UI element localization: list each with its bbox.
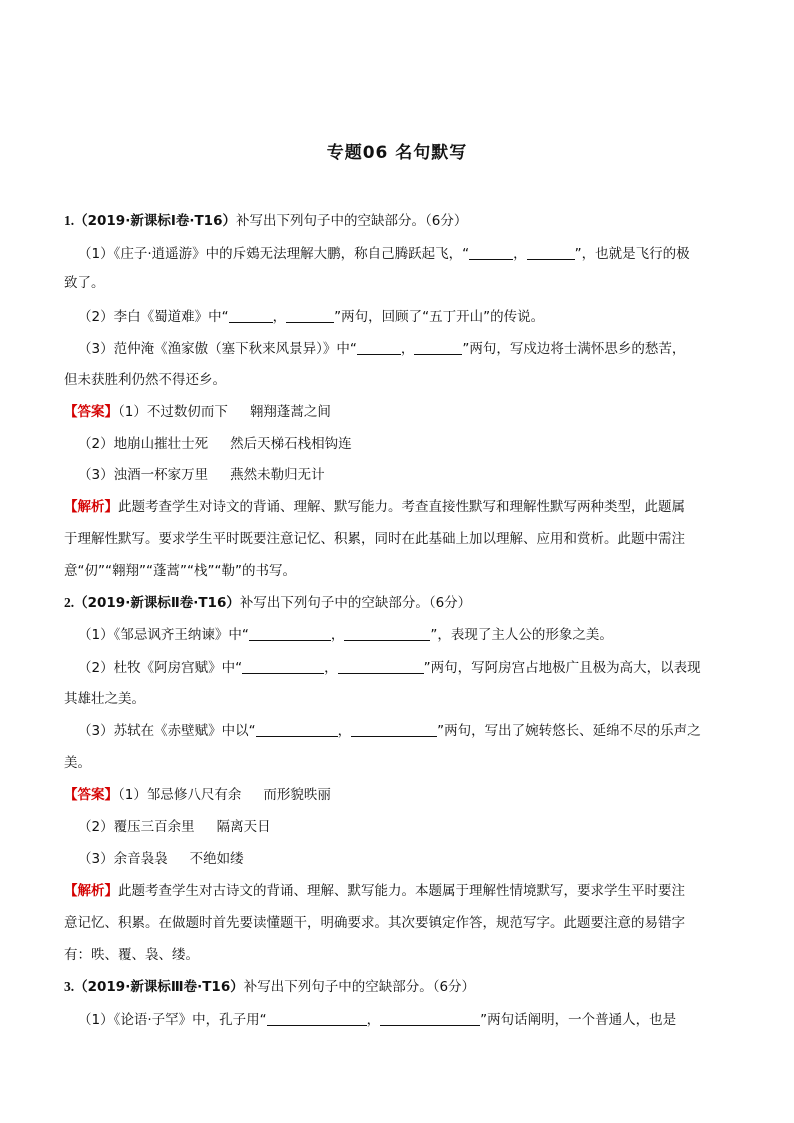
answer-text: 然后天梯石栈相钩连 [230, 436, 352, 452]
question-instruction: 补写出下列句子中的空缺部分。（6分） [235, 213, 468, 229]
question-number: 3. [64, 979, 75, 994]
comma: ， [366, 1012, 381, 1028]
q2-item-2-text-end: ”两句，写阿房宫占地极广且极为高大，以表现 [423, 660, 701, 676]
analysis-text: 此题考查学生对古诗文的背诵、理解、默写能力。本题属于理解性情境默写，要求学生平时要注 [118, 883, 685, 899]
comma: ， [337, 723, 352, 739]
analysis-text: 此题考查学生对诗文的背诵、理解、默写能力。考查直接性默写和理解性默写两种类型，此题属 [118, 499, 685, 515]
q1-item-1-text: （1）《庄子·逍遥游》中的斥鴳无法理解大鹏，称自己腾跃起飞，“ [78, 246, 470, 262]
answer-tag: 【答案】 [64, 404, 118, 420]
answer-blank[interactable] [357, 340, 401, 355]
q2-analysis-2: 意记忆、积累。在做题时首先要读懂题干，明确要求。其次要镇定作答，规范写字。此题要注意的易错字 [64, 915, 685, 931]
answer-blank[interactable] [267, 1011, 367, 1026]
q2-item-1-text-end: ”，表现了主人公的形象之美。 [430, 627, 613, 643]
q1-answer-2 [78, 434, 744, 454]
question-source: （2019·新课标Ⅱ卷·T16） [74, 595, 240, 611]
question-instruction: 补写出下列句子中的空缺部分。（6分） [243, 979, 476, 995]
comma: ， [330, 627, 345, 643]
answer-blank[interactable] [351, 722, 437, 737]
q1-item-3-text: （3）范仲淹《渔家傲（塞下秋来风景异）》中“ [78, 341, 357, 357]
question-2-heading [64, 593, 744, 613]
q1-analysis-1 [64, 497, 744, 517]
answer-blank[interactable] [229, 308, 273, 323]
comma: ， [513, 246, 527, 262]
q1-answer-1 [64, 402, 744, 422]
q2-item-3-cont: 美。 [64, 755, 91, 771]
analysis-tag: 【解析】 [64, 883, 118, 899]
answer-text: 而形貌昳丽 [263, 787, 331, 803]
q1-analysis-3: 意“仞”“翱翔”“蓬蒿”“栈”“勒”的书写。 [64, 563, 296, 579]
question-1-heading [64, 211, 744, 231]
q2-item-2-text: （2）杜牧《阿房宫赋》中“ [78, 660, 243, 676]
q3-item-1 [78, 1010, 744, 1030]
answer-blank[interactable] [380, 1011, 480, 1026]
q1-item-3-text-end: ”两句，写戍边将士满怀思乡的愁苦， [462, 341, 686, 357]
q1-item-3 [78, 339, 744, 359]
page-title: 专题06 名句默写 [326, 143, 468, 163]
comma: ， [272, 309, 287, 325]
answer-blank[interactable] [338, 659, 424, 674]
answer-text: 翱翔蓬蒿之间 [249, 404, 331, 420]
q3-item-1-text-end: ”两句话阐明，一个普通人，也是 [480, 1012, 677, 1028]
answer-blank[interactable] [256, 722, 338, 737]
q1-item-3-cont: 但未获胜利仍然不得还乡。 [64, 372, 226, 388]
question-source: （2019·新课标Ⅲ卷·T16） [74, 979, 244, 995]
question-number: 1. [64, 213, 75, 228]
answer-text: 燕然未勒归无计 [230, 467, 325, 483]
answer-text: （2）地崩山摧壮士死 [78, 436, 209, 452]
analysis-tag: 【解析】 [64, 499, 118, 515]
question-number: 2. [64, 595, 75, 610]
answer-blank[interactable] [249, 626, 331, 641]
q2-item-2 [78, 658, 744, 678]
q1-item-2-text-end: ”两句，回顾了“五丁开山”的传说。 [334, 309, 545, 325]
answer-text: （1）不过数仞而下 [118, 404, 228, 420]
q2-item-1 [78, 625, 744, 645]
answer-tag: 【答案】 [64, 787, 118, 803]
comma: ， [324, 660, 338, 676]
q2-analysis-3: 有：昳、覆、袅、缕。 [64, 947, 199, 963]
q3-item-1-text: （1）《论语·子罕》中，孔子用“ [78, 1012, 267, 1028]
answer-blank[interactable] [344, 626, 430, 641]
q2-item-3 [78, 721, 744, 741]
question-3-heading [64, 977, 744, 997]
answer-blank[interactable] [286, 308, 334, 323]
q2-answer-2 [78, 817, 744, 837]
question-source: （2019·新课标Ⅰ卷·T16） [74, 213, 236, 229]
q2-analysis-1 [64, 881, 744, 901]
q1-item-1-text-end: ”，也就是飞行的极 [574, 246, 690, 262]
answer-text: （2）覆压三百余里 [78, 819, 195, 835]
q2-answer-1 [64, 785, 744, 805]
q1-item-2 [78, 307, 744, 327]
answer-text: （3）余音袅袅 [78, 851, 168, 867]
question-instruction: 补写出下列句子中的空缺部分。（6分） [239, 595, 472, 611]
q1-item-1 [78, 244, 744, 264]
q2-item-1-text: （1）《邹忌讽齐王纳谏》中“ [78, 627, 249, 643]
q2-item-3-text: （3）苏轼在《赤壁赋》中以“ [78, 723, 256, 739]
answer-blank[interactable] [469, 245, 513, 260]
q2-item-3-text-end: ”两句，写出了婉转悠长、延绵不尽的乐声之 [437, 723, 701, 739]
answer-text: 隔离天日 [216, 819, 271, 835]
answer-blank[interactable] [527, 245, 575, 260]
comma: ， [400, 341, 415, 357]
q2-answer-3 [78, 849, 744, 869]
answer-blank[interactable] [242, 659, 324, 674]
q1-answer-3 [78, 465, 744, 485]
answer-text: （1）邹忌修八尺有余 [118, 787, 242, 803]
answer-blank[interactable] [414, 340, 462, 355]
answer-text: 不绝如缕 [189, 851, 244, 867]
q1-item-1-cont: 致了。 [64, 275, 105, 291]
answer-text: （3）浊酒一杯家万里 [78, 467, 209, 483]
q1-item-2-text: （2）李白《蜀道难》中“ [78, 309, 229, 325]
q1-analysis-2: 于理解性默写。要求学生平时既要注意记忆、积累，同时在此基础上加以理解、应用和赏析。此题中需注 [64, 531, 685, 547]
q2-item-2-cont: 其雄壮之美。 [64, 691, 145, 707]
